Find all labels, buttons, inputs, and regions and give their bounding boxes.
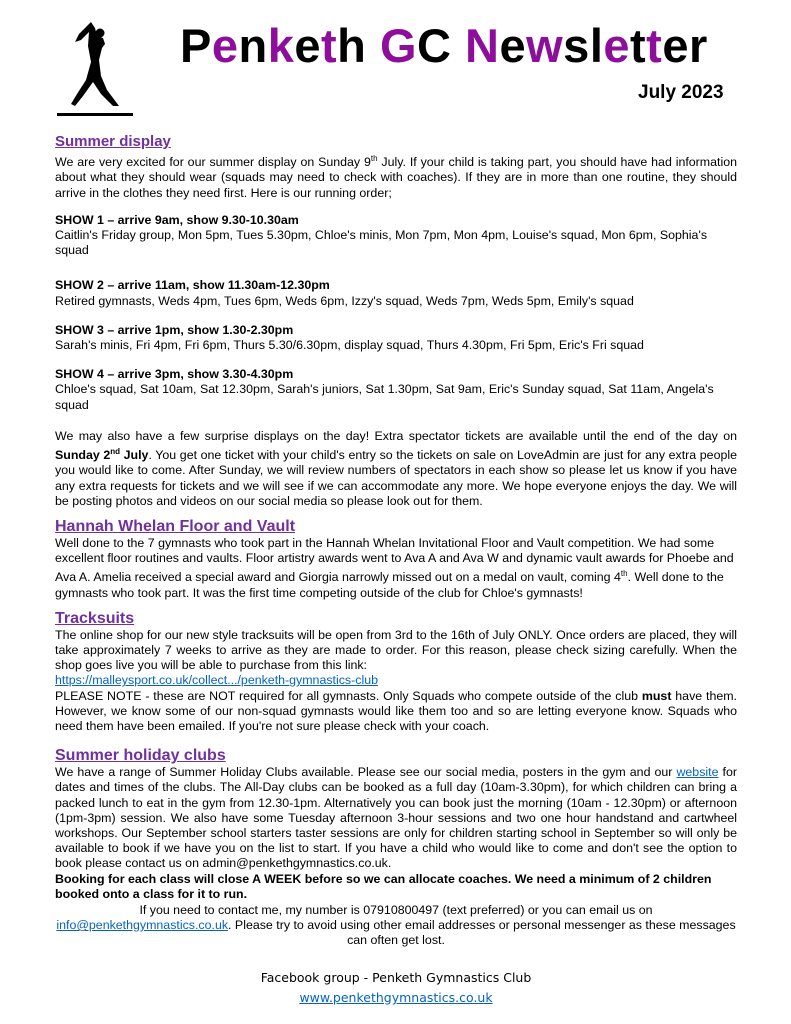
tickets-text: We may also have a few surprise displays on the day! Extra spectator tickets are available until the end of the day on — [55, 428, 737, 443]
show-title: SHOW 2 – arrive 11am, show 11.30am-12.30pm — [55, 278, 330, 293]
title-letter: C — [417, 19, 452, 72]
holiday-clubs-heading: Summer holiday clubs — [55, 747, 226, 765]
tracksuits-link[interactable] — [55, 673, 737, 688]
contact-line: If you need to contact me, my number is 07910800497 (text preferred) or you can email us on — [139, 903, 653, 917]
show-groups: Retired gymnasts, Weds 4pm, Tues 6pm, Weds 6pm, Izzy's squad, Weds 7pm, Weds 5pm, Emily's squad — [55, 293, 634, 308]
note-bold: must — [641, 688, 672, 703]
tickets-paragraph — [55, 429, 737, 509]
tracksuits-shop-link[interactable]: https://malleysport.co.uk/collect.../penketh-gymnastics-club — [55, 673, 378, 688]
title-letter: e — [662, 19, 689, 72]
show-groups: Chloe's squad, Sat 10am, Sat 12.30pm, Sarah's juniors, Sat 1.30pm, Sat 9am, Eric's Sunday squad, Sat 11am, Angela's squad — [55, 382, 714, 412]
tickets-month: July — [120, 448, 149, 463]
title-letter: G — [379, 19, 417, 72]
show-1 — [55, 213, 737, 259]
gymnast-silhouette-icon — [55, 20, 135, 120]
title-letter: t — [321, 19, 338, 72]
title-letter: N — [465, 19, 500, 72]
summer-display-section — [55, 133, 737, 509]
holiday-clubs-booking-note: Booking for each class will close A WEEK before so we can allocate coaches. We need a minimum of 2 children booked onto a class for it to run. — [55, 871, 712, 901]
title-letter: e — [294, 19, 321, 72]
show-groups: Caitlin's Friday group, Mon 5pm, Tues 5.30pm, Chloe's minis, Mon 7pm, Mon 4pm, Louise's squad, Mon 6pm, Sophia's squad — [55, 227, 708, 258]
intro-text: We are very excited for our summer display on Sunday 9 — [55, 155, 371, 170]
newsletter-date: July 2023 — [638, 82, 724, 103]
show-4 — [55, 367, 737, 413]
title-letter: e — [603, 19, 631, 72]
newsletter-body — [55, 133, 737, 902]
title-letter — [366, 19, 380, 72]
title-letter: k — [267, 19, 295, 72]
hannah-whelan-text — [55, 536, 737, 601]
hw-sup: th — [620, 569, 628, 579]
note-text-2: have them. However, we know some of our non-squad gymnasts would like them too and so are letting everyone know. Squads who need them have been emailed. If you're not sure please check with your coach. — [55, 688, 737, 734]
title-letter: s — [563, 19, 590, 72]
tickets-sup: nd — [110, 446, 121, 456]
intro-sup: th — [370, 154, 378, 163]
contact-text: . Please try to avoid using other email addresses or personal messenger as these messages can often get lost. — [228, 918, 736, 948]
tracksuits-section — [55, 609, 737, 734]
show-3 — [55, 323, 737, 353]
show-groups: Sarah's minis, Fri 4pm, Fri 6pm, Thurs 5.30/6.30pm, display squad, Thurs 4.30pm, Fri 5pm, Eric's Fri squad — [55, 337, 644, 352]
title-letter: t — [646, 19, 663, 72]
tickets-text-2: . You get one ticket with your child's entry so the tickets on sale on LoveAdmin are just for any extra people you would like to come. After Sunday, we will review numbers of spectators in each show so please let us know if you have any extra requests for tickets and we will see if we can accommodate any more. We hope everyone enjoys the day. We will be posting photos and videos on our social media so please look out for them. — [55, 448, 737, 508]
title-letter: e — [499, 19, 527, 72]
website-link[interactable]: website — [676, 765, 719, 780]
summer-display-heading: Summer display — [55, 133, 171, 150]
title-letter: l — [589, 19, 604, 72]
footer — [55, 968, 737, 1008]
show-title: SHOW 1 – arrive 9am, show 9.30-10.30am — [55, 212, 299, 227]
title-letter: t — [630, 19, 647, 72]
title-letter: n — [238, 19, 268, 72]
contact-email-link[interactable]: info@penkethgymnastics.co.uk — [56, 918, 229, 933]
tracksuits-note — [55, 689, 737, 735]
title-letter: w — [526, 19, 564, 72]
tracksuits-heading: Tracksuits — [55, 609, 135, 627]
intro-text-2: July. If your child is taking part, you should have had information about what they should wear (squads may need to check with coaches). If they are in more than one routine, they should arrive in the clothes they need first. Here is our running order; — [55, 155, 737, 200]
hc-text: We have a range of Summer Holiday Clubs available. Please see our social media, posters in the gym and our — [55, 765, 677, 780]
hw-text: Well done to the 7 gymnasts who took part in the Hannah Whelan Invitational Floor and Vault competition. We had some excellent floor routines and vaults. Floor artistry awards went to Ava A and Ava W and dynamic vault awards for Phoebe and Ava A. Amelia received a special award and Giorgia narrowly missed out on a medal on vault, coming 4 — [55, 535, 734, 585]
summer-display-intro — [55, 151, 737, 201]
title-letter — [451, 19, 465, 72]
hc-text-2: for dates and times of the clubs. The All-Day clubs can be booked as a full day (10am-3.30pm), for which children can bring a packed lunch to eat in the gym from 12.30-1pm. Alternatively you can book just the morning (10am - 12.30pm) or afternoon (1pm-3pm) session. We also have some Tuesday afternoon 3-hour sessions and two one hour handstand and cartwheel workshops. Our September school starters taster sessions are only for children starting school in September so will only be available to book if we have you on the list to start. If you have a child who would like to come and don't see the option to book please contact us on admin@penkethgymnastics.co.uk. — [55, 765, 737, 871]
title-letter: P — [180, 19, 212, 72]
hannah-whelan-heading: Hannah Whelan Floor and Vault — [55, 517, 296, 535]
facebook-group: Facebook group - Penketh Gymnastics Club — [260, 970, 532, 985]
footer-website-link[interactable]: www.penkethgymnastics.co.uk — [299, 990, 493, 1005]
show-2 — [55, 278, 737, 308]
hannah-whelan-section — [55, 517, 737, 601]
holiday-clubs-section — [55, 746, 737, 902]
tracksuits-text: The online shop for our new style tracksuits will be open from 3rd to the 16th of July ONLY. Once orders are placed, they will take approximately 7 weeks to arrive as they are made to order. For this reason, please check sizing carefully. When the shop goes live you will be able to purchase from this link: — [55, 627, 737, 673]
holiday-clubs-text — [55, 765, 737, 871]
title-letter: r — [688, 19, 708, 72]
hw-text-2: . Well done to the gymnasts who took part. It was the first time competing outside of the club for Chloe's gymnasts! — [55, 570, 724, 600]
note-text: PLEASE NOTE - these are NOT required for all gymnasts. Only Squads who compete outside of the club — [55, 688, 642, 703]
contact-line-2 — [55, 918, 737, 948]
contact-block — [55, 903, 737, 949]
show-title: SHOW 3 – arrive 1pm, show 1.30-2.30pm — [55, 322, 294, 337]
show-title: SHOW 4 – arrive 3pm, show 3.30-4.30pm — [55, 367, 294, 382]
newsletter-title — [180, 19, 708, 72]
title-letter: e — [211, 19, 239, 72]
title-letter: h — [337, 19, 367, 72]
tickets-date: Sunday 2 — [55, 448, 111, 463]
